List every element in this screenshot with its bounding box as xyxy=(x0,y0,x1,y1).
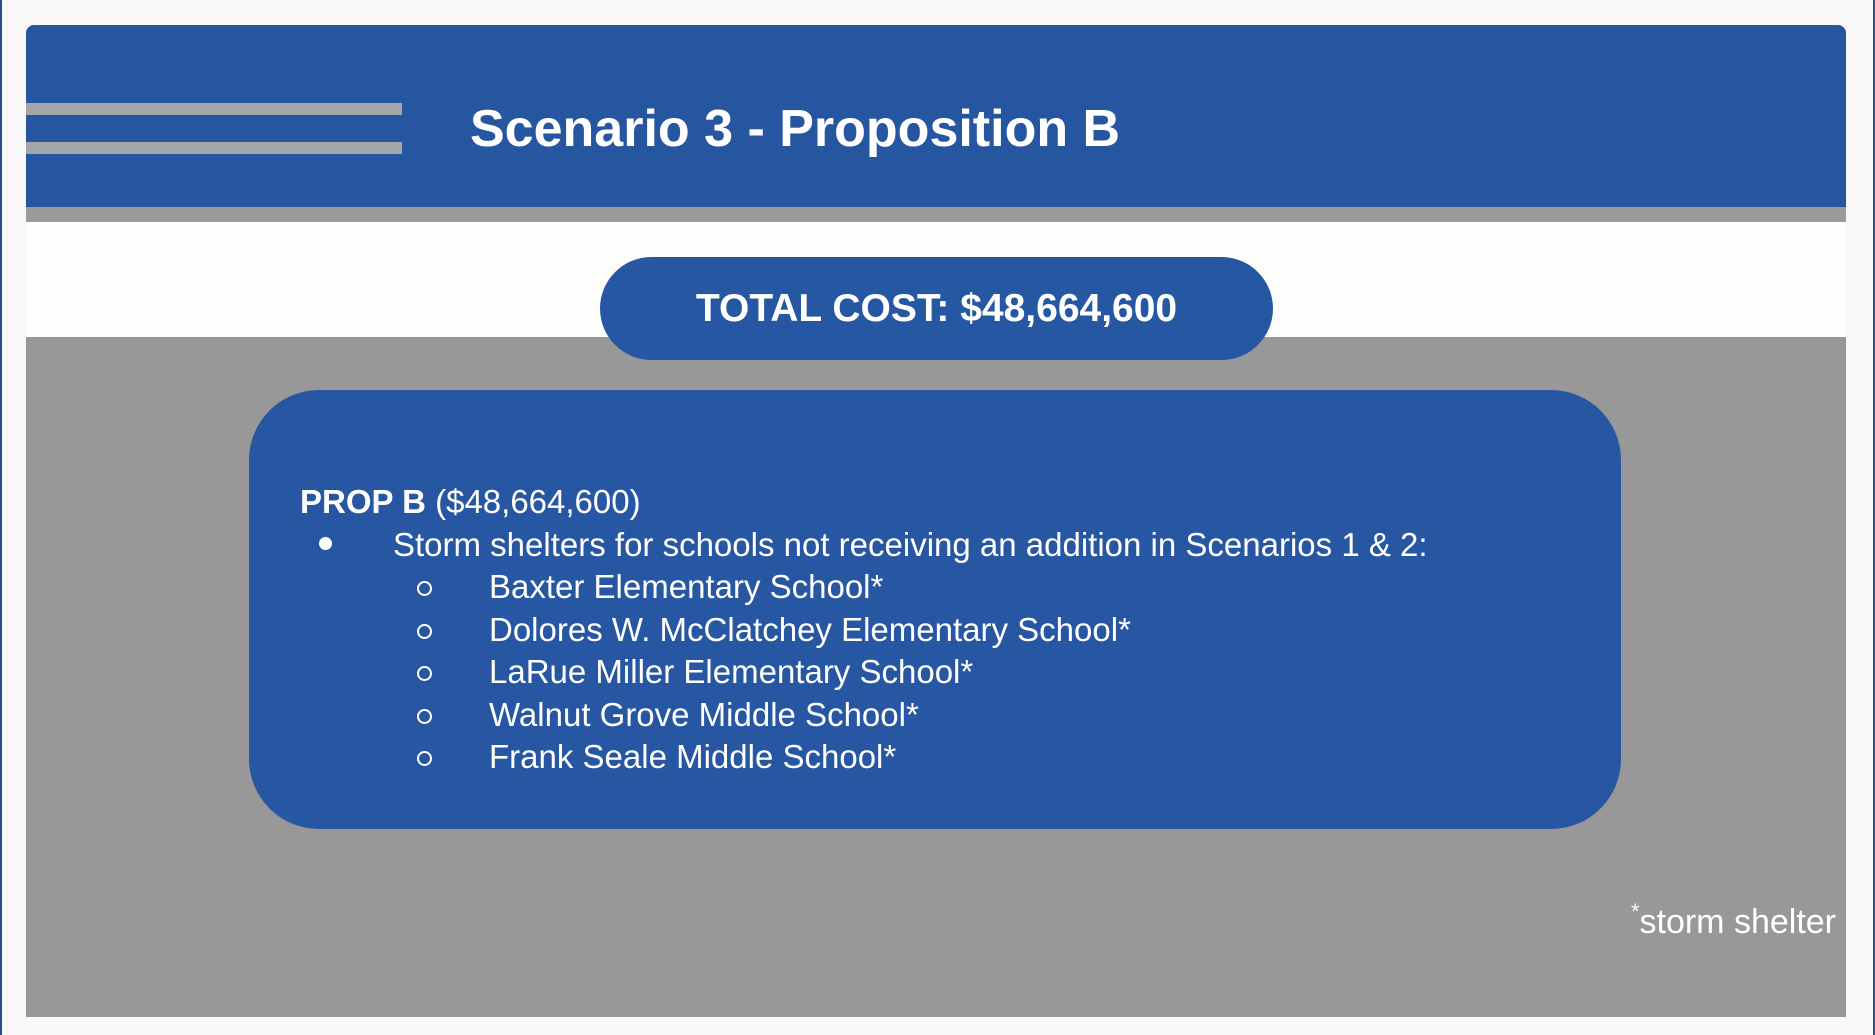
school-name: Dolores W. McClatchey Elementary School* xyxy=(489,610,1131,648)
footnote-text: storm shelter xyxy=(1639,903,1836,941)
list-item xyxy=(417,570,1131,613)
header-band xyxy=(26,25,1846,207)
left-frame-edge xyxy=(0,0,2,1035)
school-list xyxy=(417,570,1131,783)
prop-heading xyxy=(300,485,641,518)
slide xyxy=(26,25,1846,1017)
total-cost-label: TOTAL COST: $48,664,600 xyxy=(695,286,1178,330)
sub-bullet-icon xyxy=(417,624,432,639)
header-underline xyxy=(26,207,1846,222)
total-cost-pill xyxy=(600,257,1273,360)
bullet-icon xyxy=(319,537,332,550)
footnote-marker: * xyxy=(1630,899,1640,924)
prop-heading-amount: ($48,664,600) xyxy=(435,483,641,520)
school-name: LaRue Miller Elementary School* xyxy=(489,653,974,690)
slide-title: Scenario 3 - Proposition B xyxy=(470,100,1121,158)
school-name: Walnut Grove Middle School* xyxy=(489,695,919,733)
sub-bullet-icon xyxy=(417,581,432,596)
bullet-text: Storm shelters for schools not receiving an addition in Scenarios 1 & 2: xyxy=(393,526,1428,563)
sub-bullet-icon xyxy=(417,666,432,681)
sub-bullet-icon xyxy=(417,751,432,766)
list-item xyxy=(417,655,1131,698)
list-item xyxy=(417,695,1131,741)
header-deco-line-top xyxy=(26,103,402,115)
school-name: Frank Seale Middle School* xyxy=(489,738,897,775)
sub-bullet-icon xyxy=(417,709,432,724)
header-deco-line-bottom xyxy=(26,142,402,154)
prop-b-box xyxy=(249,390,1621,829)
list-item xyxy=(417,610,1131,656)
list-item xyxy=(417,740,1131,783)
bullet-item xyxy=(319,528,1428,561)
prop-heading-label: PROP B xyxy=(300,483,426,520)
school-name: Baxter Elementary School* xyxy=(489,568,884,605)
footnote xyxy=(1630,899,1836,941)
